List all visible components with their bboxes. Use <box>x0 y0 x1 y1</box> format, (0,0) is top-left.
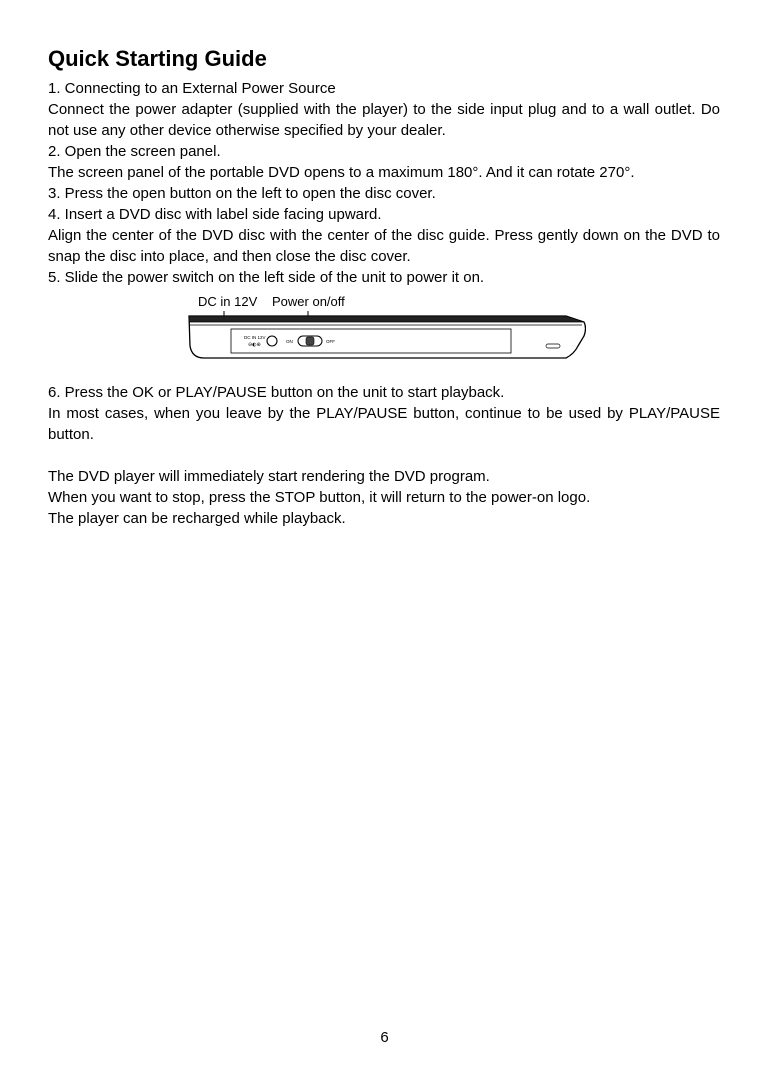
step-1-body: Connect the power adapter (supplied with the player) to the side input plug and to a wall outlet. Do not use any other device otherwise specified by your dealer. <box>48 101 720 139</box>
closing-line-3: The player can be recharged while playback. <box>48 510 346 527</box>
closing-line-2: When you want to stop, press the STOP button, it will return to the power-on logo. <box>48 489 591 506</box>
power-switch-knob[interactable] <box>306 337 314 345</box>
dc-polarity-icon: ⊖◐⊕ <box>248 342 261 348</box>
device-side-view <box>186 292 586 382</box>
page-title: Quick Starting Guide <box>48 46 267 71</box>
callout-power-label: Power on/off <box>272 294 345 309</box>
device-dc-label: DC IN 12V <box>244 335 266 340</box>
step-5-heading: 5. Slide the power switch on the left side of the unit to power it on. <box>48 269 485 286</box>
side-vent <box>546 344 560 348</box>
step-3-heading: 3. Press the open button on the left to open the disc cover. <box>48 185 436 202</box>
step-2-body: The screen panel of the portable DVD opens to a maximum 180°. And it can rotate 270°. <box>48 164 635 181</box>
step-4-body: Align the center of the DVD disc with the center of the disc guide. Press gently down on the DVD to snap the disc into place, and then close the disc cover. <box>48 227 720 265</box>
callout-dc-in-label: DC in 12V <box>198 294 258 309</box>
page-number: 6 <box>380 1029 389 1046</box>
device-on-label: ON <box>286 339 293 344</box>
device-side-illustration <box>48 292 720 382</box>
step-6-body: In most cases, when you leave by the PLAY/PAUSE button, continue to be used by PLAY/PAUSE button. <box>48 405 720 443</box>
step-6-heading: 6. Press the OK or PLAY/PAUSE button on the unit to start playback. <box>48 384 505 401</box>
step-4-heading: 4. Insert a DVD disc with label side facing upward. <box>48 206 382 223</box>
paragraph-spacer <box>48 445 720 466</box>
dc-in-jack[interactable] <box>267 336 277 346</box>
document-page <box>48 44 720 529</box>
device-off-label: OFF <box>326 339 335 344</box>
step-1-heading: 1. Connecting to an External Power Source <box>48 80 336 97</box>
step-2-heading: 2. Open the screen panel. <box>48 143 221 160</box>
device-lid-edge <box>189 316 584 322</box>
closing-line-1: The DVD player will immediately start rendering the DVD program. <box>48 468 490 485</box>
